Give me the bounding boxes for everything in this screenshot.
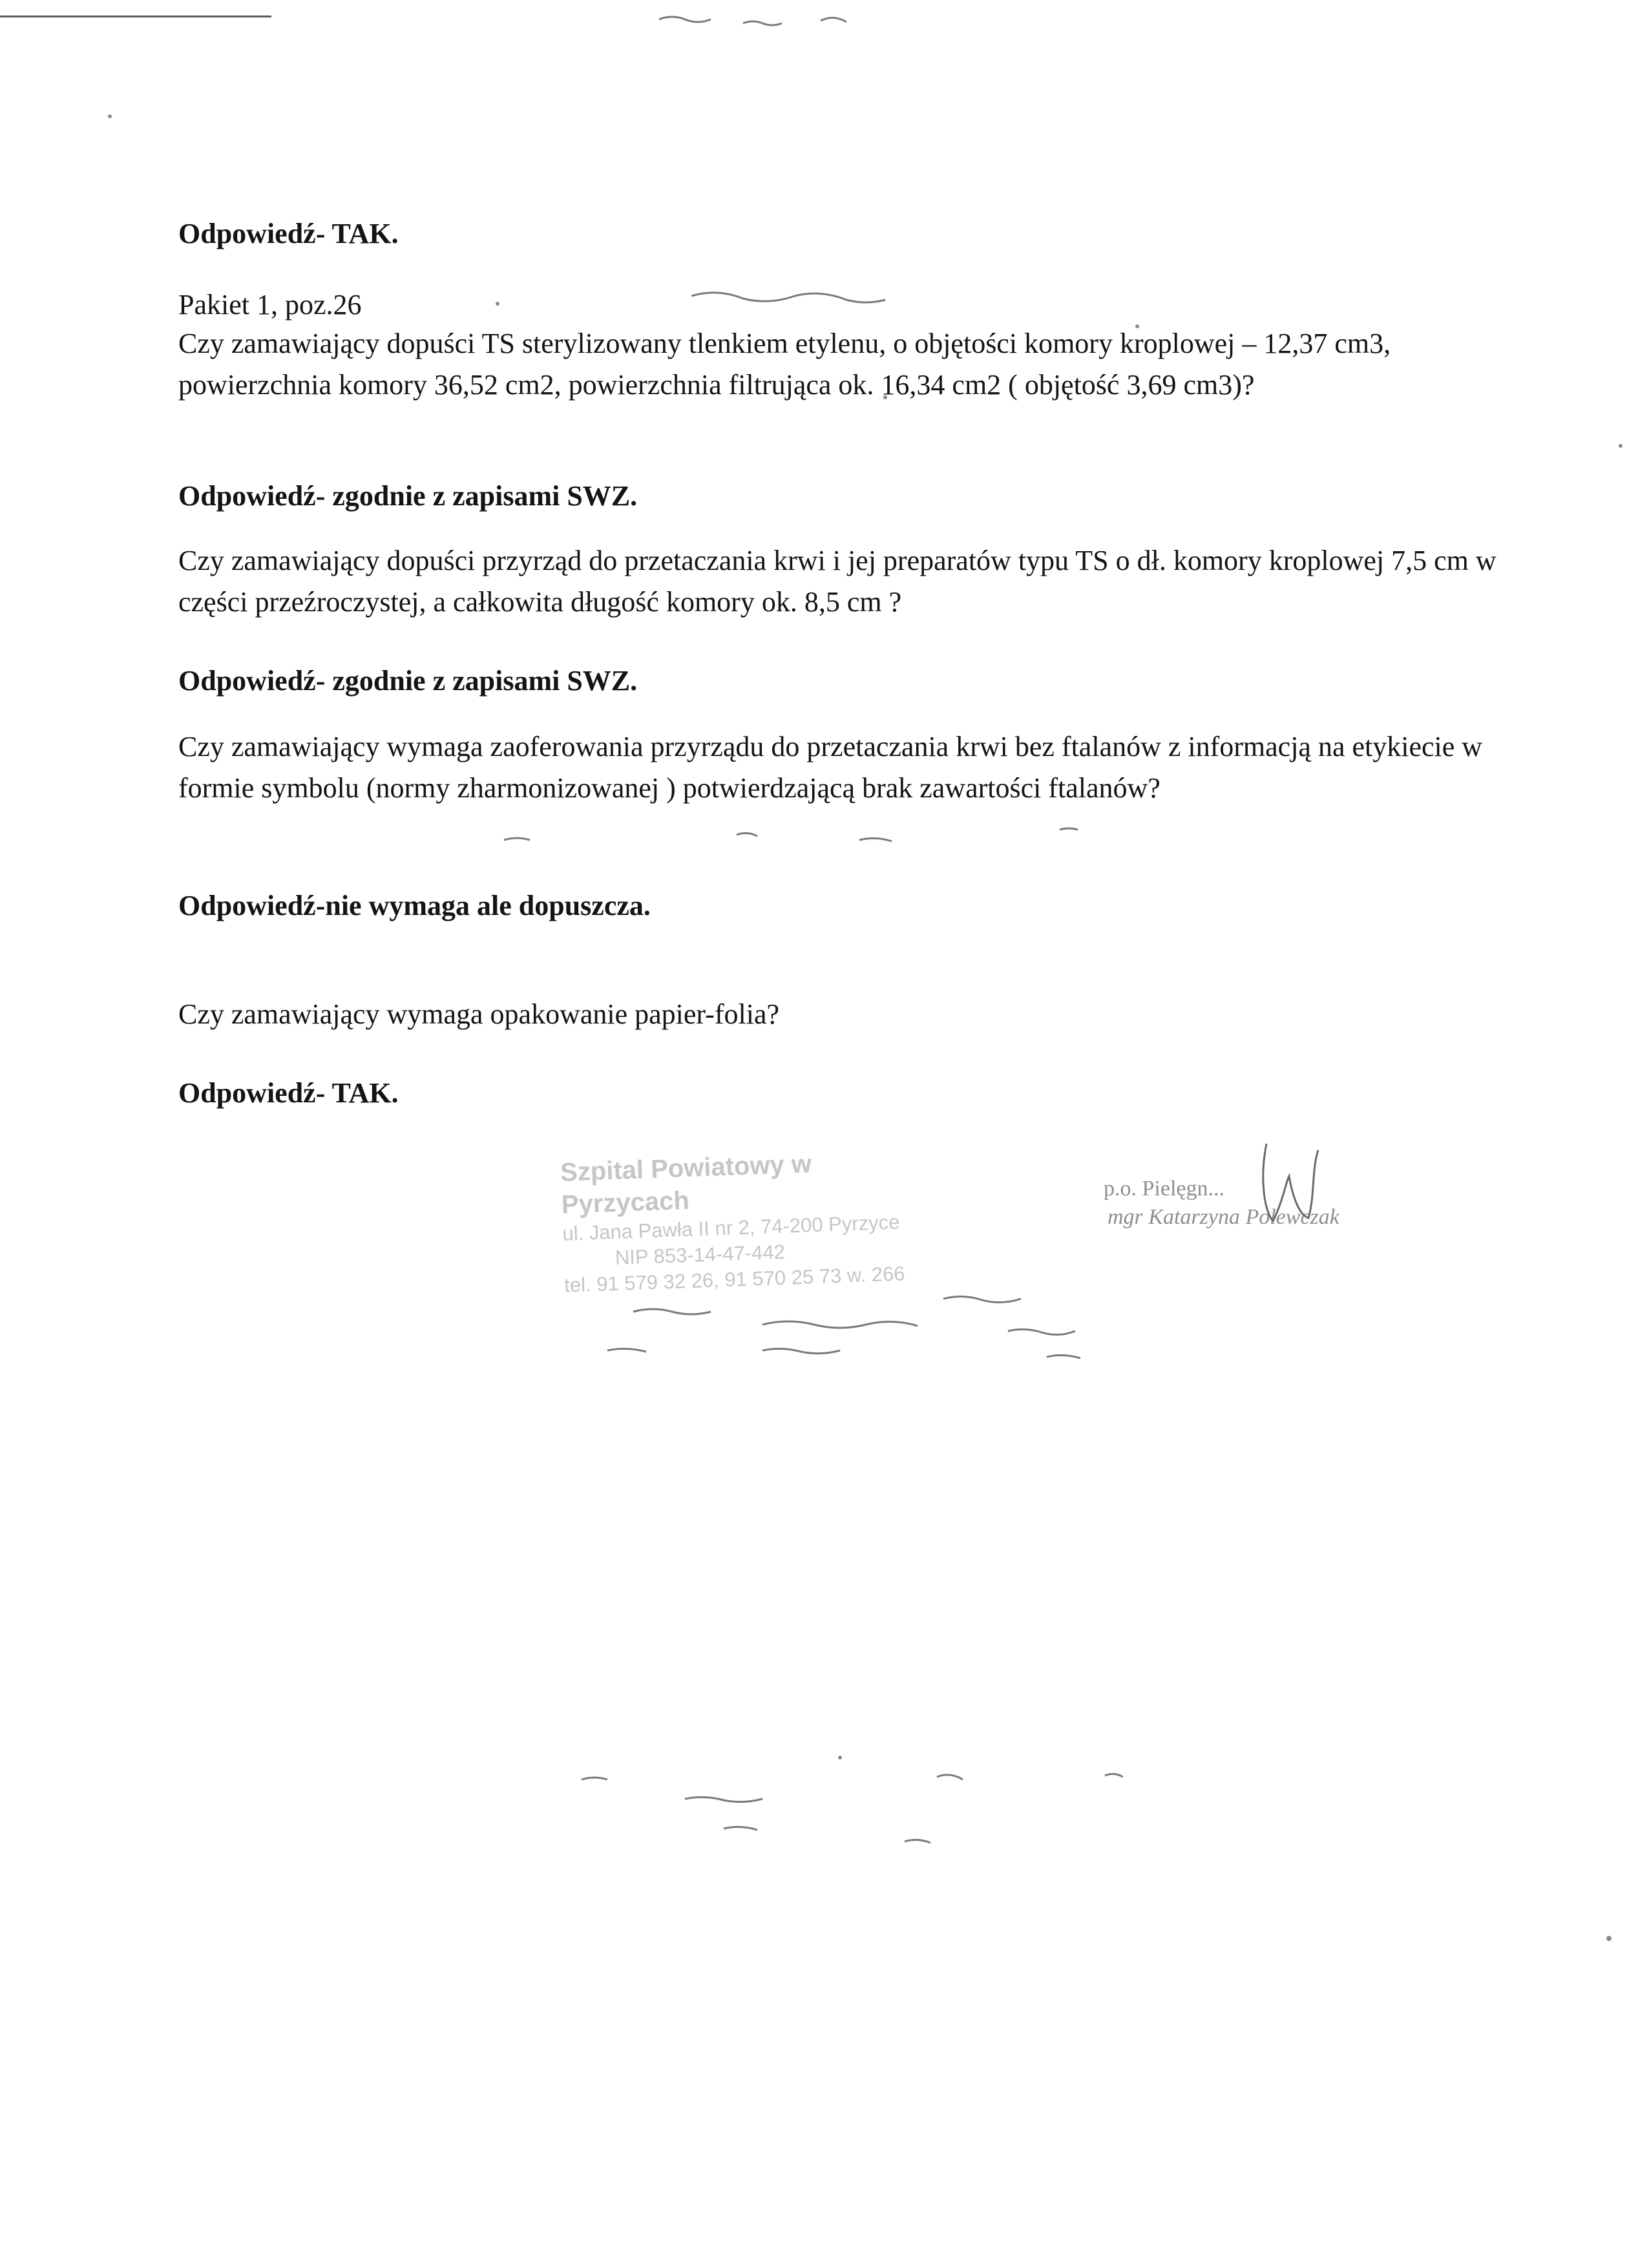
- answer-text: Odpowiedź- TAK.: [178, 1077, 399, 1109]
- signature-name: mgr Katarzyna Polewczak: [1108, 1205, 1339, 1229]
- answer-text: Odpowiedź- TAK.: [178, 218, 399, 249]
- answer-text: Odpowiedź- zgodnie z zapisami SWZ.: [178, 480, 638, 512]
- answer-text: Odpowiedź- zgodnie z zapisami SWZ.: [178, 665, 638, 697]
- hospital-stamp: [560, 1144, 926, 1298]
- signature-role: p.o. Pielęgn...: [1104, 1177, 1224, 1201]
- stamp-address: ul. Jana Pawła II nr 2, 74-200 Pyrzyce: [562, 1210, 900, 1245]
- stamp-nip: NIP 853-14-47-442: [614, 1240, 786, 1269]
- package-position: Pakiet 1, poz.26: [178, 289, 362, 320]
- question-text: Czy zamawiający dopuści przyrząd do przetaczania krwi i jej preparatów typu TS o dł. komory kroplowej 7,5 cm w części przeźroczystej, a całkowita długość komory ok. 8,5 cm ?: [178, 545, 1497, 618]
- stamp-name: Szpital Powiatowy w Pyrzycach: [560, 1150, 812, 1219]
- question-text: Czy zamawiający wymaga zaoferowania przyrządu do przetaczania krwi bez ftalanów z informacją na etykiecie w formie symbolu (normy zharmonizowanej ) potwierdzającą brak zawartości ftalanów?: [178, 731, 1483, 804]
- handwritten-signature: [1254, 1137, 1331, 1228]
- question-text: Czy zamawiający wymaga opakowanie papier-folia?: [178, 998, 780, 1030]
- answer-text: Odpowiedź-nie wymaga ale dopuszcza.: [178, 890, 651, 921]
- stamp-phone: tel. 91 579 32 26, 91 570 25 73 w. 266: [563, 1262, 906, 1297]
- question-text: Czy zamawiający dopuści TS sterylizowany tlenkiem etylenu, o objętości komory kroplowej – 12,37 cm3, powierzchnia komory 36,52 cm2, powierzchnia filtrująca ok. 16,34 cm2 ( objętość 3,69 cm3)?: [178, 328, 1391, 401]
